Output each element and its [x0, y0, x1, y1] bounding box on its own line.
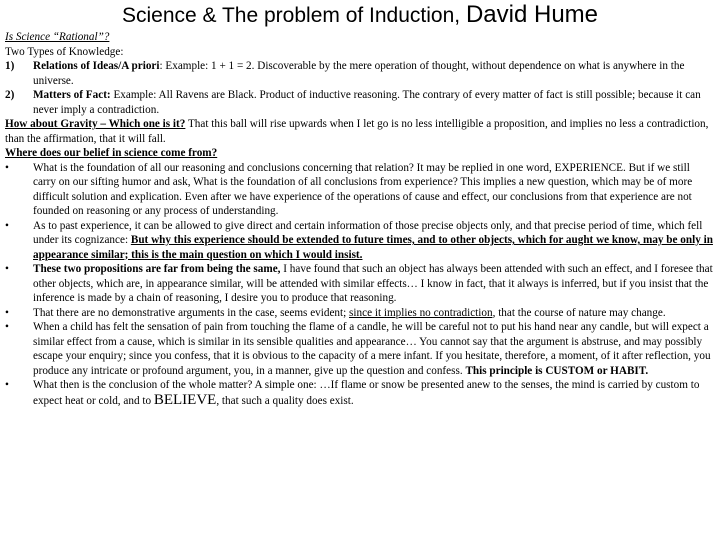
bullet-icon: • [5, 219, 9, 232]
bullet-text [33, 320, 713, 378]
list-item [5, 306, 713, 321]
bullet-icon: • [5, 161, 9, 174]
list-item [5, 378, 713, 408]
bullet-icon: • [5, 263, 9, 275]
bullet-text-part: that the course of nature may change. [495, 306, 666, 319]
type-number: 1) [5, 60, 15, 72]
gravity-label: How about Gravity – Which one is it? [5, 118, 186, 130]
bullet-text-part: I have found that such an object has always been attended with such an effect, and I foresee that other objects, which are, in appearance similar, will be attended with similar effects… I know in fact, that it always is inferred, but if you insist that the inference is made by a chain of reasoning, I desire you to produce that reasoning. [33, 263, 713, 304]
gravity-text: That this ball will rise upwards when I let go is no less intelligible a proposition, and implies no less a contradiction, than the affirmation, that it will fall. [5, 118, 709, 145]
bullet-text: What is the foundation of all our reasoning and conclusions concerning that relation? It may be replied in one word, EXPERIENCE. But if we still carry on our sifting humor and ask, What is the foundation of all conclusions from experience? This implies a new question, which may be of more difficult solution and explication. Even after we have experience of the operations of cause and effect, our conclusions from that experience are not founded on reasoning or any process of understanding. [33, 161, 693, 217]
bullet-emphasis: since it implies no contradiction, [349, 306, 496, 319]
bullet-icon: • [5, 306, 9, 319]
bullet-emphasis: But why this experience should be extended to future times, and to other objects, which for aught we know, may be only in appearance similar; this is the main question on which I would insist. [33, 234, 713, 261]
bullet-text-part: That there are no demonstrative arguments in the case, seems evident; [33, 306, 350, 319]
type-item-1 [5, 59, 713, 88]
list-item [5, 262, 713, 306]
type-label: Matters of Fact: [33, 89, 111, 101]
two-types-heading: Two Types of Knowledge: [5, 45, 124, 58]
list-item [5, 320, 713, 378]
type-text [33, 88, 713, 117]
bullet-emphasis: These two propositions are far from being the same, [33, 263, 281, 275]
title-main: Science & The problem of Induction, [121, 4, 461, 27]
gravity-paragraph [5, 117, 713, 146]
bullet-icon: • [5, 379, 9, 391]
bullet-emphasis: This principle is CUSTOM or HABIT. [465, 364, 649, 377]
bullet-text-part: What then is the conclusion of the whole matter? A simple one: …If flame or snow be presented anew to the senses, the mind is carried by custom to expect heat or cold, and to [33, 379, 700, 407]
type-number: 2) [5, 89, 15, 101]
bullet-text-part: As to past experience, it can be allowed to give direct and certain information of those precise objects only, and that precise period of time, which fell under its cognizance: [33, 219, 703, 246]
bullet-icon: • [5, 321, 9, 333]
bullet-text [33, 219, 713, 263]
believe-emphasis: BELIEVE [153, 391, 217, 408]
type-label: Relations of Ideas/A priori [33, 60, 160, 72]
type-item-2 [5, 88, 713, 117]
document-body [5, 30, 713, 408]
list-item [5, 161, 713, 219]
belief-heading: Where does our belief in science come from? [5, 147, 218, 159]
bullet-text-part: , that such a quality does exist. [216, 394, 354, 407]
bullet-text-part: When a child has felt the sensation of pain from touching the flame of a candle, he will be careful not to put his hand near any candle, but will expect a similar effect from a cause, which is similar in its sensible qualities and appearance… You cannot say that the argument is abstruse, and may possibly escape your enquiry; since you confess, that it is obvious to the capacity of a mere infant. If you hesitate, therefore, a moment, of it after reflection, you produce any intricate or profound argument, you, in a manner, give up the question and confess. [33, 321, 711, 377]
list-item [5, 219, 713, 263]
bullet-text [33, 378, 713, 408]
page-title [0, 2, 720, 29]
title-author: David Hume [465, 1, 599, 28]
type-description: Example: All Ravens are Black. Product of inductive reasoning. The contrary of every matter of fact is still possible; because it can never imply a contradiction. [33, 89, 701, 116]
intro-question: Is Science “Rational”? [5, 31, 110, 43]
bullet-text [33, 306, 713, 321]
type-text [33, 59, 713, 88]
type-description: : Example: 1 + 1 = 2. Discoverable by the mere operation of thought, without dependence on what is anywhere in the universe. [33, 60, 685, 87]
bullet-text [33, 262, 713, 306]
